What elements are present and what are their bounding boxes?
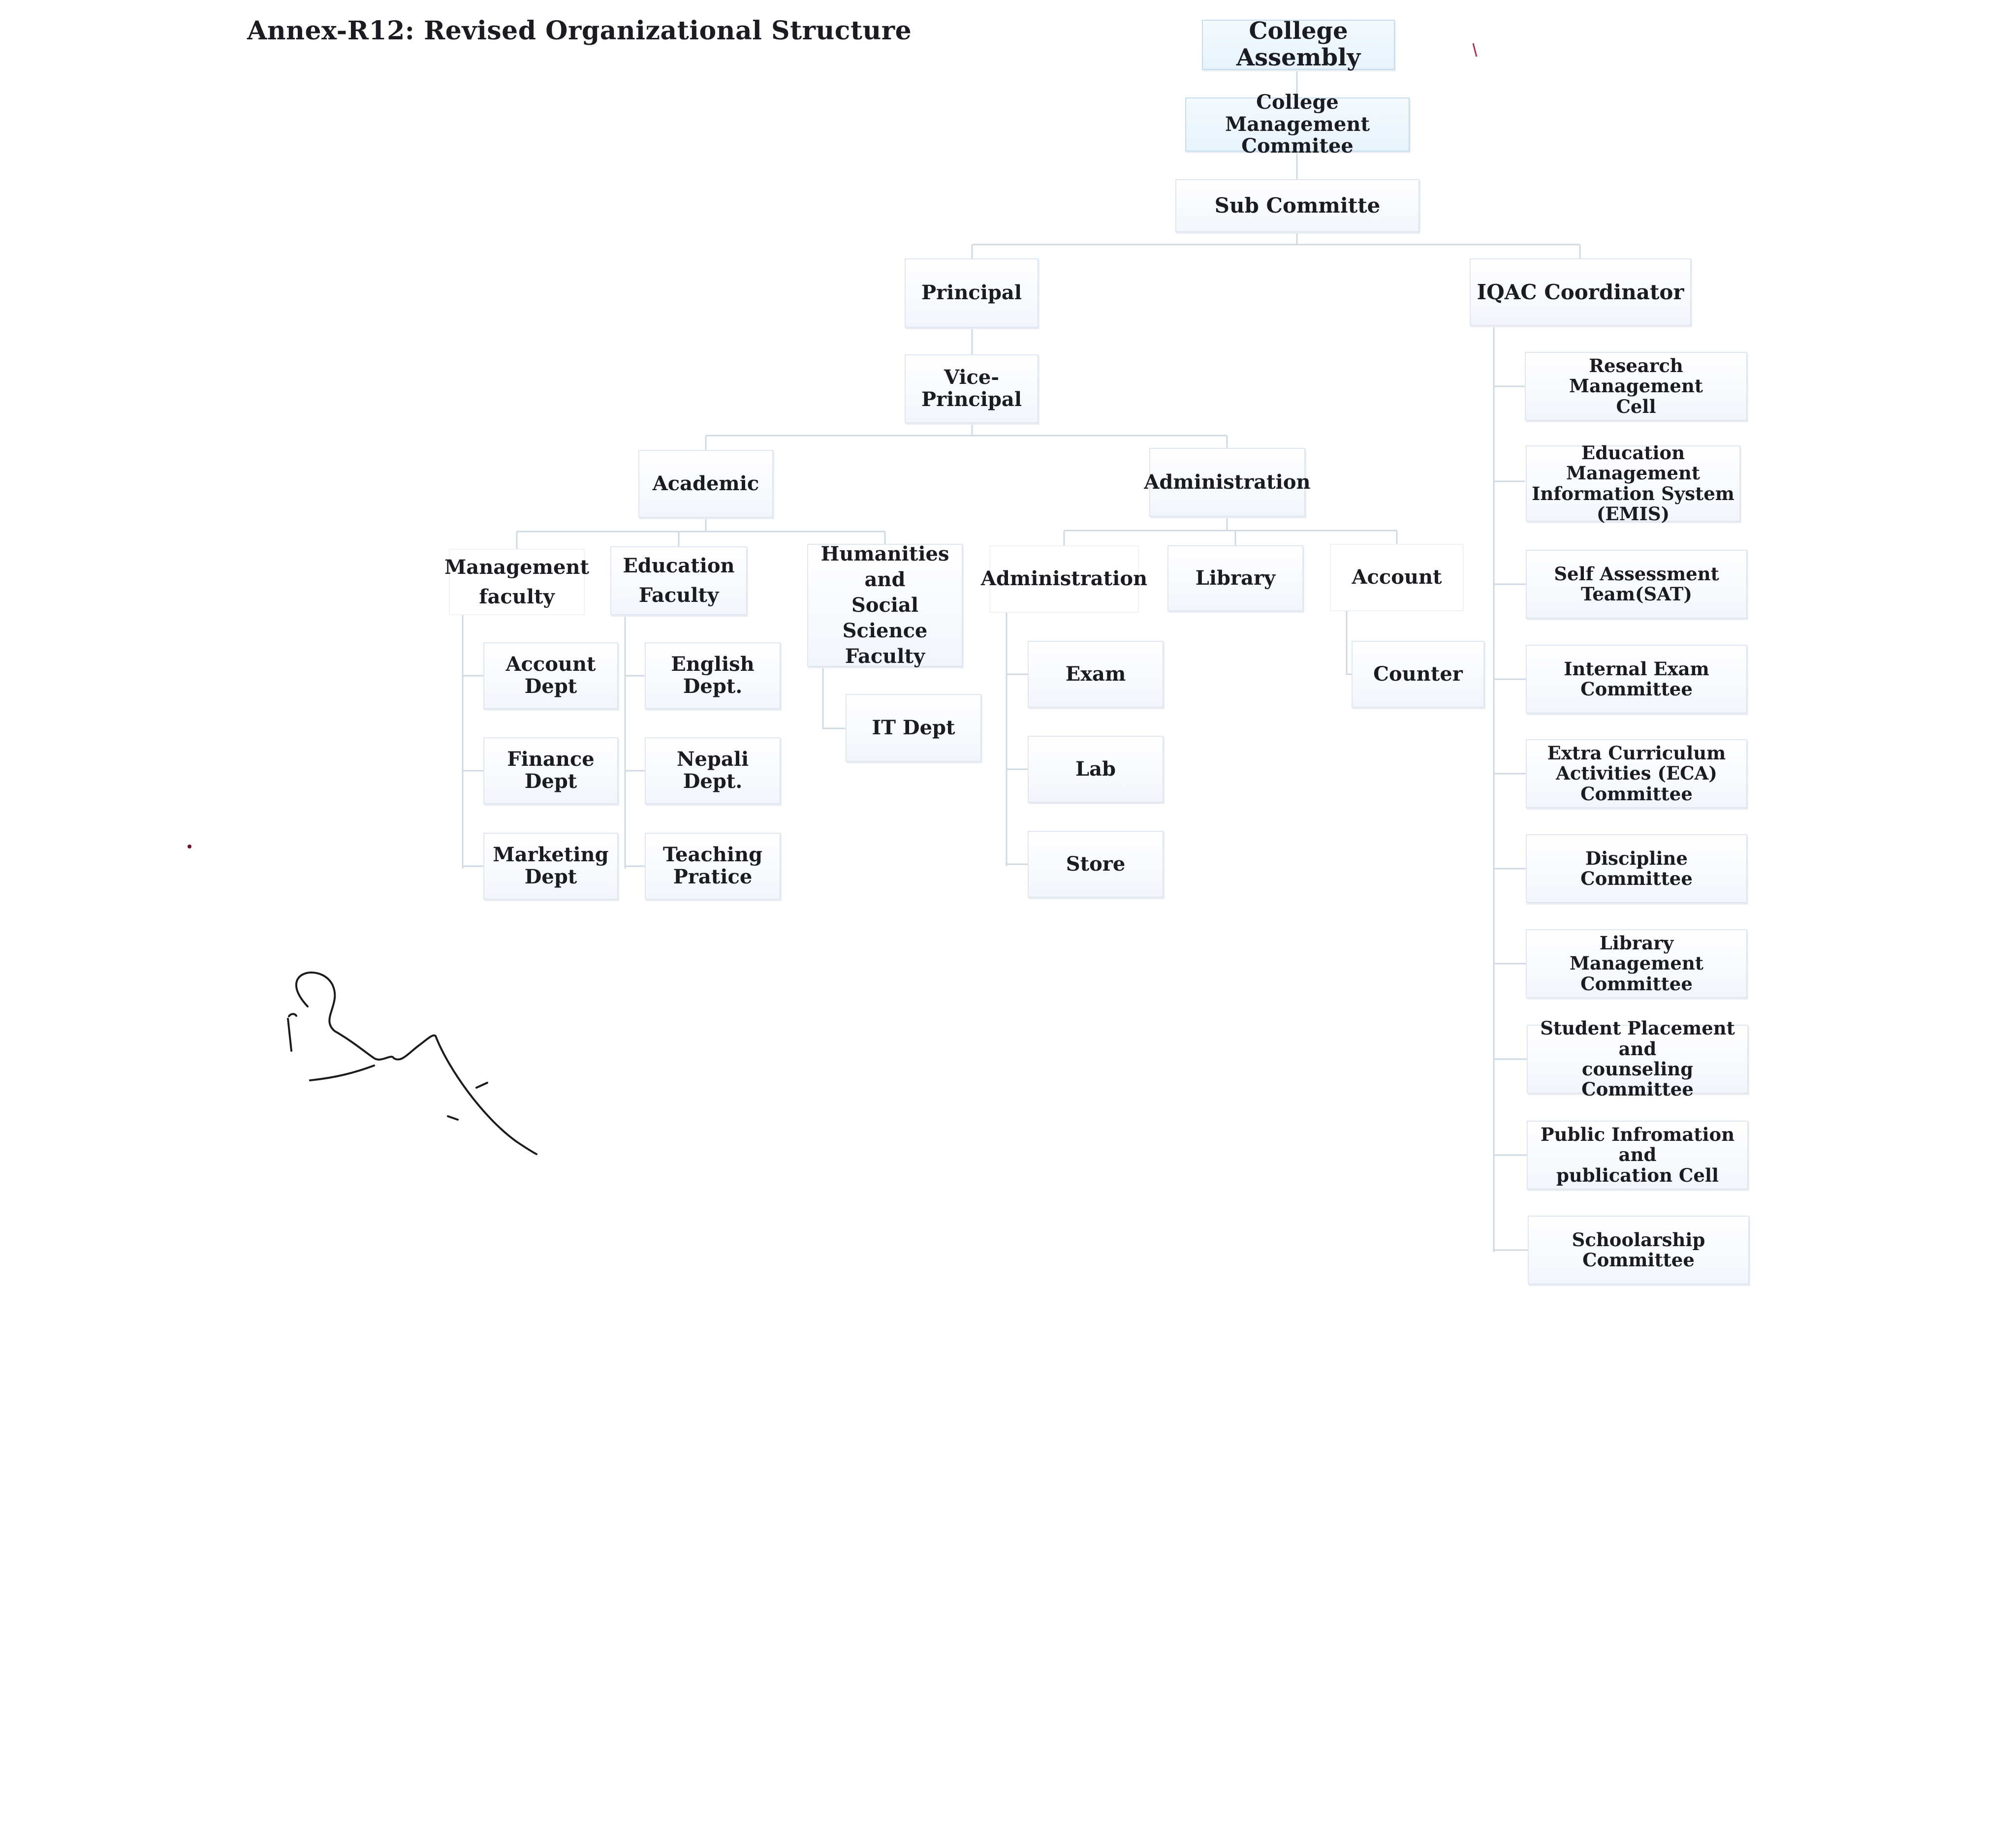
iqac-item: Education Management Information System (EMIS) [1526, 445, 1740, 522]
administration-sub-node: Administration [989, 545, 1139, 613]
college-assembly-node: College Assembly [1202, 20, 1395, 70]
humanities-faculty-node: Humanities and Social Science Faculty [807, 544, 963, 667]
iqac-item: Self Assessment Team(SAT) [1526, 550, 1747, 619]
it-dept-node: IT Dept [846, 694, 981, 762]
library-node: Library [1167, 545, 1303, 611]
iqac-item: Library Management Committee [1526, 929, 1747, 998]
nepali-dept-node: Nepali Dept. [645, 737, 781, 804]
iqac-item: Student Placement and counseling Committee [1527, 1025, 1748, 1094]
english-dept-node: English Dept. [645, 642, 781, 709]
marketing-dept-node: Marketing Dept [483, 833, 618, 900]
account-dept-node: Account Dept [483, 642, 618, 709]
exam-node: Exam [1028, 641, 1164, 708]
iqac-item: Internal Exam Committee [1526, 645, 1747, 714]
iqac-item: Schoolarship Committee [1528, 1216, 1749, 1285]
teaching-pratice-node: Teaching Pratice [645, 833, 781, 900]
sub-committe-node: Sub Committe [1175, 179, 1419, 232]
iqac-item: Research Management Cell [1525, 352, 1747, 421]
iqac-item: Discipline Committee [1526, 834, 1747, 903]
account-node: Account [1330, 544, 1464, 611]
management-faculty-node: Management faculty [449, 549, 585, 615]
counter-node: Counter [1352, 641, 1484, 708]
page-title: Annex-R12: Revised Organizational Structure [247, 16, 912, 46]
education-faculty-node: Education Faculty [610, 546, 747, 615]
iqac-item: Public Infromation and publication Cell [1527, 1121, 1748, 1190]
academic-node: Academic [638, 450, 773, 518]
store-node: Store [1028, 831, 1164, 898]
iqac-coordinator-node: IQAC Coordinator [1470, 258, 1691, 326]
lab-node: Lab [1028, 736, 1164, 803]
college-management-committee-node: College Management Commitee [1185, 97, 1410, 152]
principal-node: Principal [905, 258, 1039, 328]
vice-principal-node: Vice- Principal [905, 354, 1039, 423]
administration-node: Administration [1149, 448, 1305, 517]
iqac-item: Extra Curriculum Activities (ECA) Committee [1526, 739, 1747, 808]
finance-dept-node: Finance Dept [483, 737, 618, 804]
